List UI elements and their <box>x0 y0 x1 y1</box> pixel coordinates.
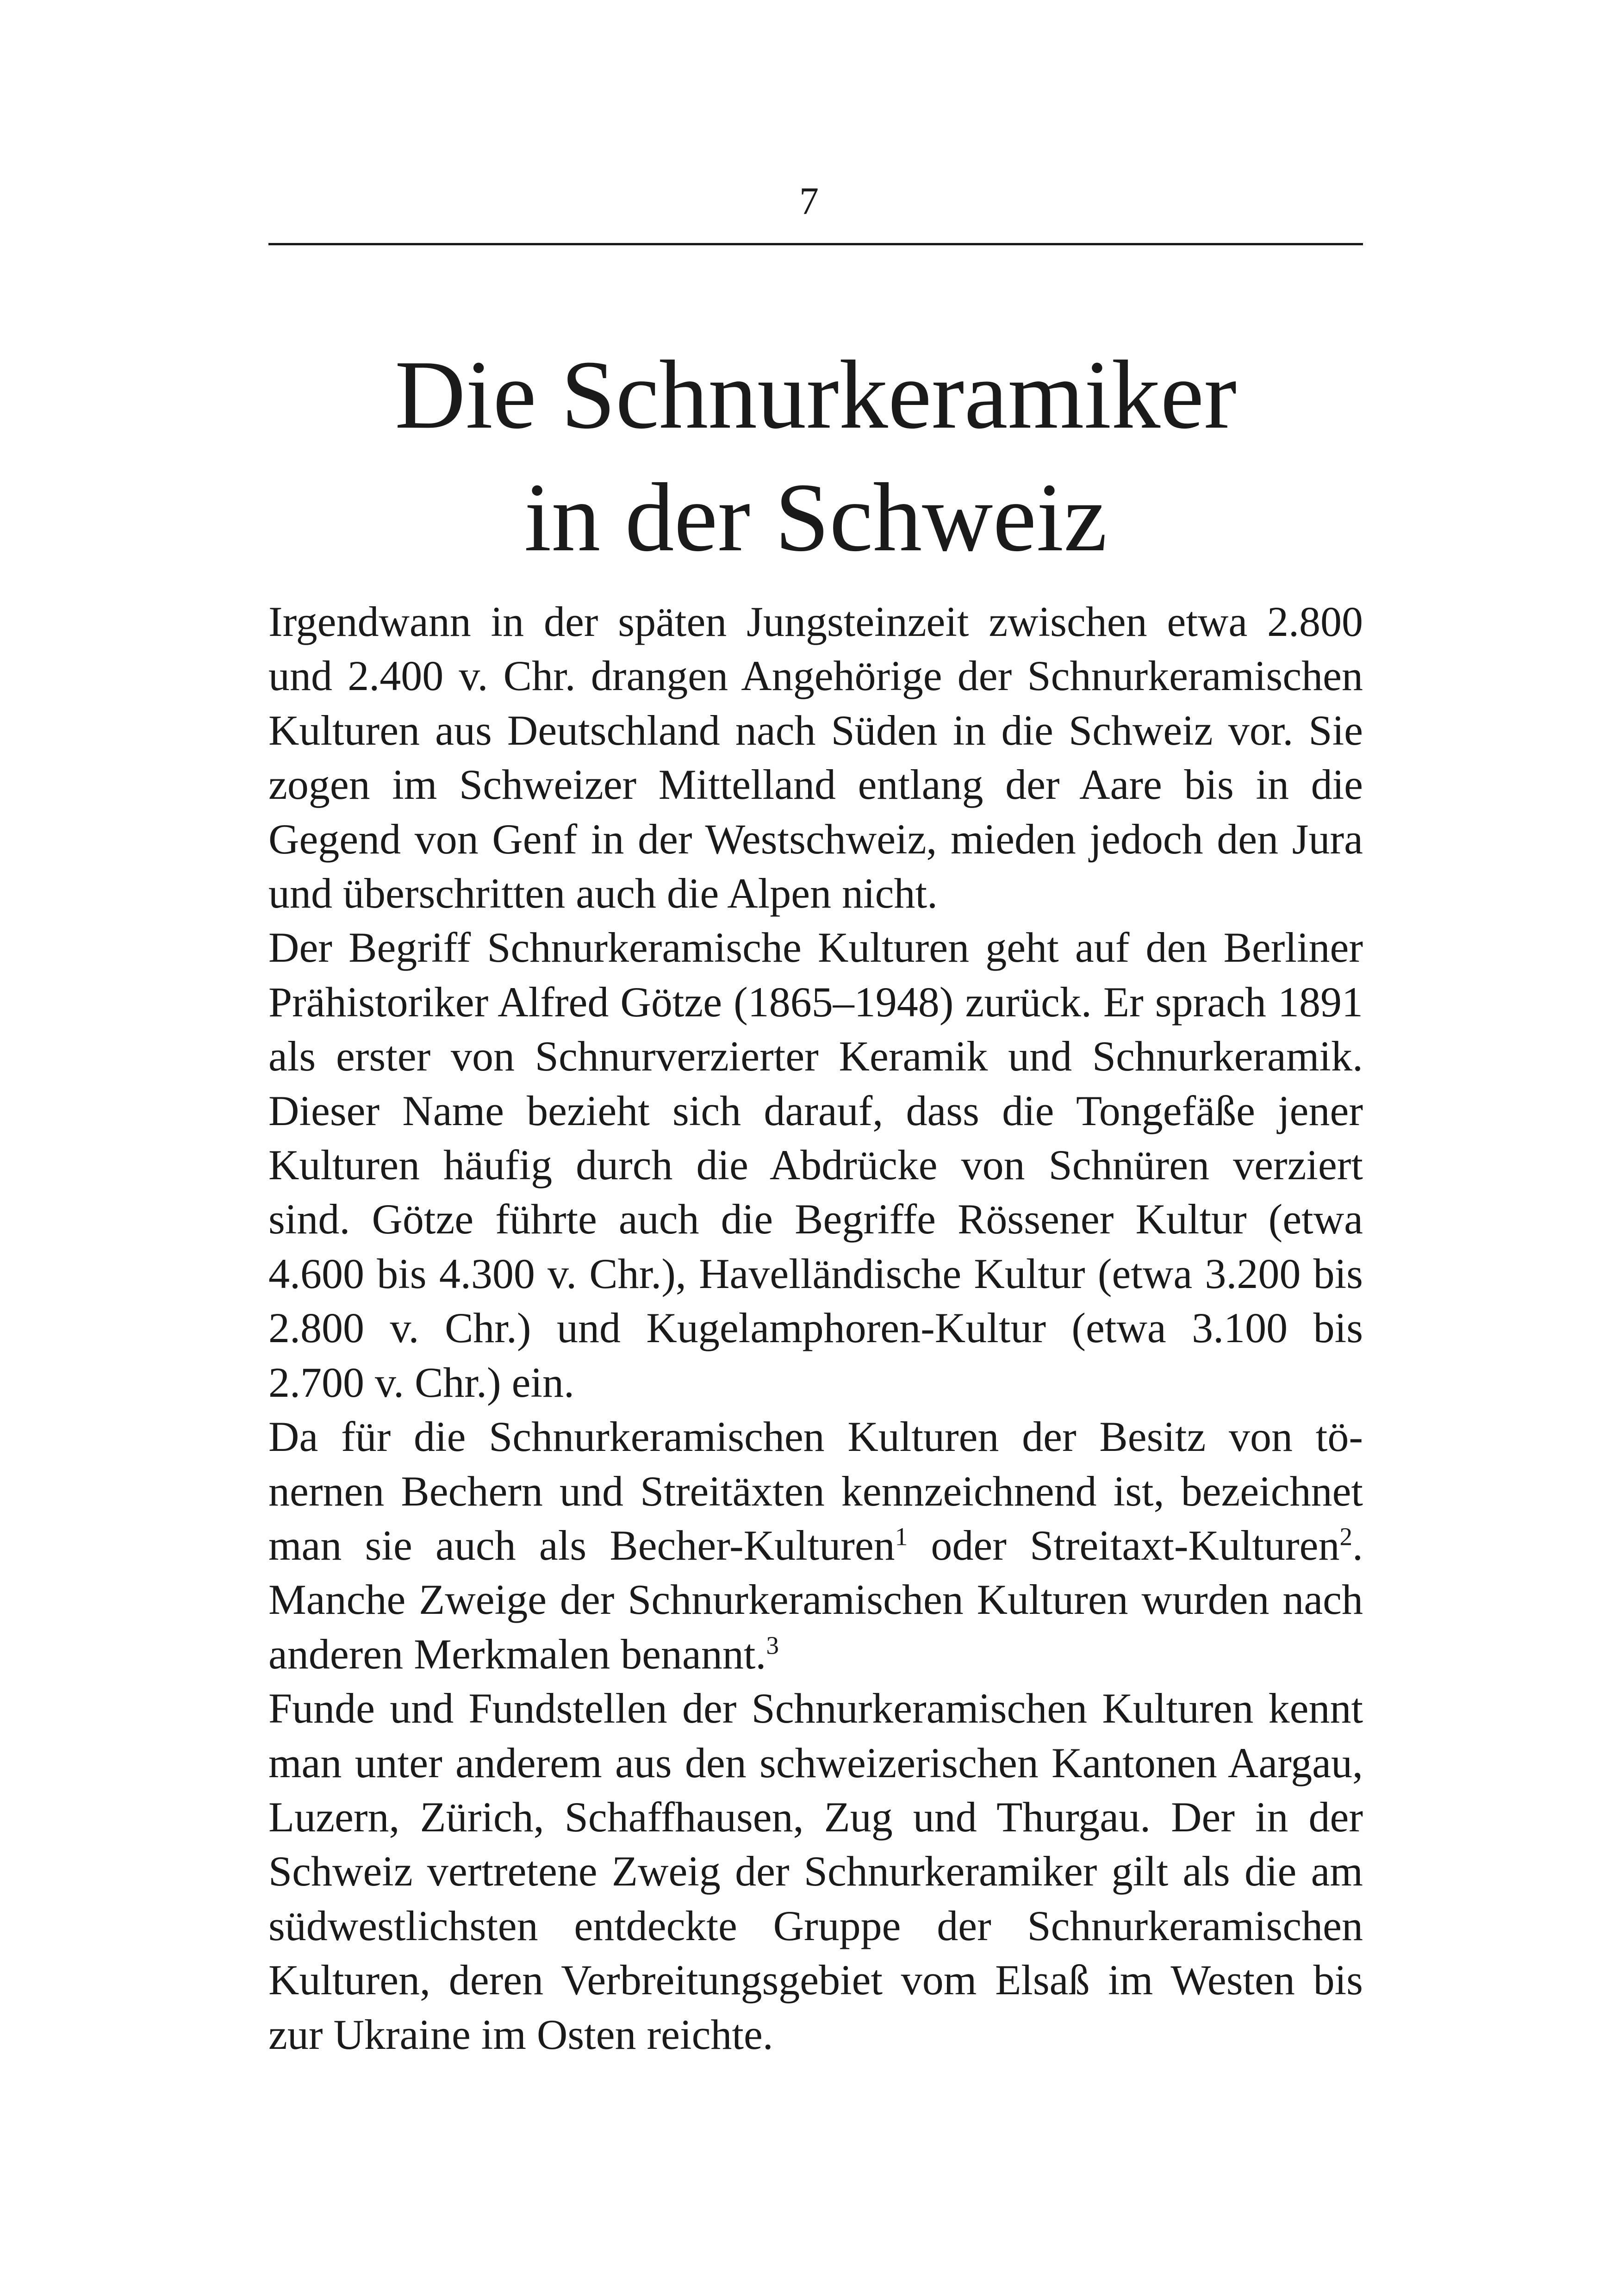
paragraph-4: Funde und Fundstellen der Schnurkeramischen Kulturen kennt man unter anderem aus den schweizerischen Kantonen Aargau, Luzern, Zürich, Schaffhausen, Zug und Thurgau. Der in der Schweiz vertretene Zweig der Schnurkeramiker gilt als die am südwestlichsten entdeckte Gruppe der Schnurkeramischen Kulturen, deren Verbreitungsgebiet vom Elsaß im Westen bis zur Ukraine im Osten reichte. <box>268 1685 1363 2058</box>
page-number: 7 <box>799 180 819 223</box>
paragraph-1: Irgendwann in der späten Jungsteinzeit zwischen etwa 2.800 und 2.400 v. Chr. drangen Angehörige der Schnurkeramischen Kulturen aus Deutschland nach Süden in die Schweiz vor. Sie zogen im Schweizer Mittelland entlang der Aare bis in die Gegend von Genf in der Westschweiz, mieden jedoch den Jura und überschritten auch die Alpen nicht. <box>268 598 1363 917</box>
chapter-title-line-1: Die Schnurkeramiker <box>395 340 1237 449</box>
paragraph-3-text-a: Da für die Schnurkeramischen Kulturen der Besitz von tönernen Bechern und Streitäxten kennzeichnend ist, bezeichnet man sie auch als Becher-Kulturen <box>268 1413 1363 1569</box>
body-text <box>268 595 1363 2062</box>
footnote-ref-3[interactable]: 3 <box>766 1631 779 1660</box>
paragraph-3 <box>268 1410 1363 1681</box>
chapter-title-line-2: in der Schweiz <box>524 463 1108 572</box>
header-rule <box>268 243 1363 245</box>
paragraph-3-text-c: . Manche Zweige der Schnurkeramischen Kulturen wurden nach anderen Merkmalen benannt. <box>268 1521 1363 1678</box>
footnote-ref-2[interactable]: 2 <box>1339 1522 1352 1551</box>
paragraph-2: Der Begriff Schnurkeramische Kulturen geht auf den Berliner Prähistoriker Alfred Götze (1865–1948) zurück. Er sprach 1891 als erster von Schnurverzierter Keramik und Schnurkeramik. Dieser Name bezieht sich darauf, dass die Tongefäße jener Kulturen häufig durch die Abdrücke von Schnüren verziert sind. Götze führte auch die Begriffe Rössener Kultur (etwa 4.600 bis 4.300 v. Chr.), Havelländische Kultur (etwa 3.200 bis 2.800 v. Chr.) und Kugelamphoren-Kultur (etwa 3.100 bis 2.700 v. Chr.) ein. <box>268 924 1363 1406</box>
chapter-title <box>268 333 1363 579</box>
paragraph-3-text-b: oder Streitaxt-Kulturen <box>908 1521 1340 1569</box>
footnote-ref-1[interactable]: 1 <box>895 1522 908 1551</box>
